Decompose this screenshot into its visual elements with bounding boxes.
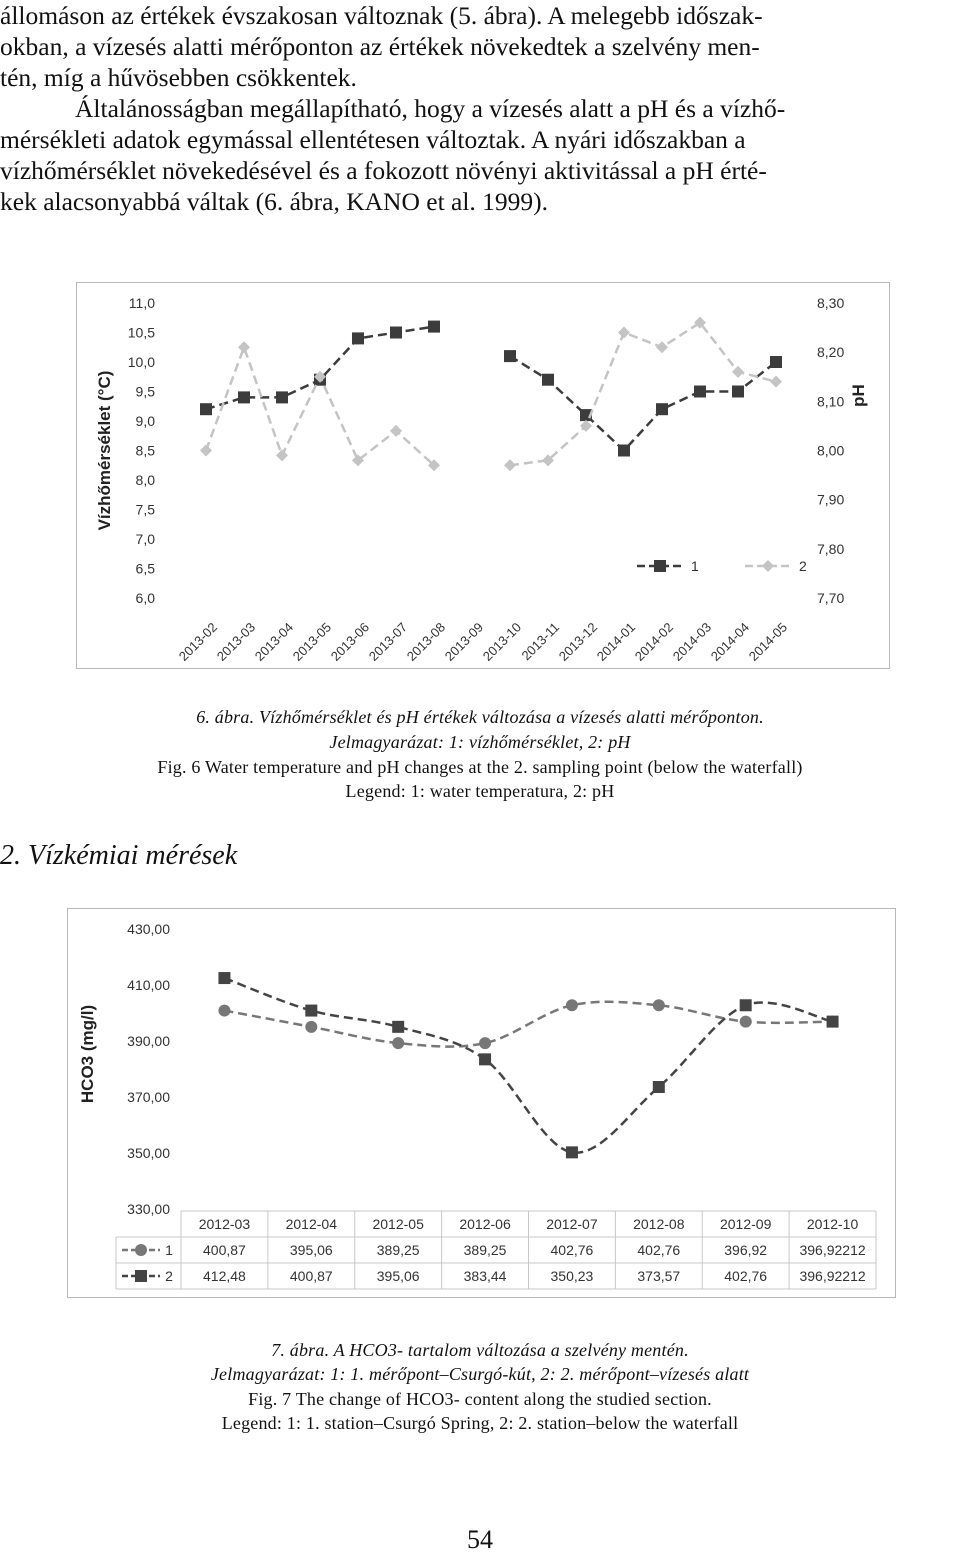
table-cell-value: 383,44: [463, 1268, 507, 1284]
y-tick-label: 8,5: [135, 442, 155, 459]
table-cell-value: 402,76: [724, 1268, 768, 1284]
x-tick-label: 2013-06: [327, 619, 373, 664]
figure-7-svg: [68, 909, 895, 1297]
y2-tick-label: 8,00: [817, 442, 845, 459]
figure-7-caption-en-1: Fig. 7 The change of HCO3- content along the studied section.: [248, 1389, 712, 1409]
x-tick-label: 2012-09: [719, 1216, 772, 1232]
y2-tick-label: 8,20: [817, 344, 845, 361]
intro-paragraph: [0, 0, 960, 217]
x-tick-label: 2012-05: [372, 1216, 424, 1232]
intro-line-2: okban, a vízesés alatti mérőponton az értékek növekedtek a szelvény men-: [0, 32, 760, 61]
intro-line-5: mérsékleti adatok egymással ellentétesen változtak. A nyári időszakban a: [0, 125, 746, 154]
figure-7-chart: [67, 908, 896, 1298]
x-tick-label: 2013-08: [403, 619, 449, 664]
y2-tick-label: 8,30: [817, 295, 845, 311]
table-cell-value: 389,25: [463, 1242, 507, 1258]
y-tick-label: 6,5: [135, 560, 155, 577]
figure-6-chart: [76, 282, 890, 669]
series-2-point: [305, 1005, 317, 1017]
figure-6-caption-hu-1: 6. ábra. Vízhőmérséklet és pH értékek változása a vízesés alatti mérőponton.: [196, 707, 764, 727]
y-tick-label: 7,5: [135, 501, 155, 518]
y-tick-label: 9,5: [135, 383, 155, 400]
x-tick-label: 2012-10: [806, 1216, 859, 1232]
x-tick-label: 2013-05: [289, 619, 335, 664]
legend-marker-2: [762, 560, 774, 572]
series-1-point: [504, 350, 516, 362]
y-tick-label: 8,0: [135, 472, 155, 488]
y-tick-label: 7,0: [135, 531, 155, 547]
table-cell-value: 395,06: [289, 1242, 333, 1258]
intro-line-6: vízhőmérséklet növekedésével és a fokozott növényi aktivitással a pH érté-: [0, 156, 767, 185]
figure-7-caption-hu-1: 7. ábra. A HCO3- tartalom változása a szelvény mentén.: [271, 1340, 689, 1360]
x-tick-label: 2013-04: [251, 619, 297, 664]
section-heading: 2. Vízkémiai mérések: [0, 840, 238, 871]
table-cell-value: 396,92: [724, 1242, 768, 1258]
y-tick-label: 330,00: [127, 1201, 170, 1217]
y-tick-label: 350,00: [127, 1145, 170, 1161]
table-cell-value: 402,76: [637, 1242, 681, 1258]
intro-line-3: tén, míg a hűvösebben csökkentek.: [0, 63, 357, 92]
intro-line-1: állomáson az értékek évszakosan változnak (5. ábra). A melegebb időszak-: [0, 1, 763, 30]
table-cell-value: 402,76: [550, 1242, 594, 1258]
series-2-point: [276, 449, 288, 461]
series-1-point: [276, 391, 288, 403]
series-2-point: [653, 1081, 665, 1093]
legend-marker-1: [135, 1244, 147, 1256]
series-1-point: [479, 1037, 491, 1049]
table-cell-value: 395,06: [376, 1268, 420, 1284]
series-1-point: [618, 445, 630, 457]
x-tick-label: 2013-03: [213, 619, 259, 664]
y-tick-label: 10,0: [127, 354, 155, 370]
y2-tick-label: 8,10: [817, 393, 845, 410]
page-number: 54: [467, 1525, 493, 1554]
table-cell-value: 396,92212: [799, 1242, 866, 1258]
x-tick-label: 2012-06: [459, 1216, 511, 1232]
series-1-point: [740, 1016, 752, 1028]
x-tick-label: 2014-01: [593, 619, 639, 664]
figure-6-caption-en-2: Legend: 1: water temperatura, 2: pH: [345, 781, 615, 801]
y-tick-label: 10,5: [127, 324, 155, 341]
series-1-point: [428, 321, 440, 333]
series-2-point: [200, 445, 212, 457]
intro-line-7: kek alacsonyabbá váltak (6. ábra, KANO et al. 1999).: [0, 187, 549, 216]
x-tick-label: 2013-02: [175, 619, 221, 664]
y-tick-label: 9,0: [135, 413, 155, 429]
intro-line-4: Általánosságban megállapítható, hogy a vízesés alatt a pH és a vízhő-: [75, 94, 786, 123]
x-tick-label: 2014-02: [631, 619, 677, 664]
x-tick-label: 2014-03: [669, 619, 715, 664]
legend-label-1: 1: [165, 1242, 173, 1258]
series-1-point: [694, 386, 706, 398]
series-1-point: [542, 374, 554, 386]
series-2-point: [238, 341, 250, 353]
series-2-point: [392, 1021, 404, 1033]
y2-axis-label: pH: [849, 384, 868, 407]
x-tick-label: 2012-04: [285, 1216, 338, 1232]
x-tick-label: 2014-05: [745, 619, 791, 664]
series-1-point: [218, 1005, 230, 1017]
series-2-point: [390, 425, 402, 437]
y2-tick-label: 7,80: [817, 540, 845, 557]
legend-marker-2: [135, 1270, 147, 1282]
y-axis-label: HCO3 (mg/l): [78, 1004, 97, 1104]
series-2-point: [504, 459, 516, 471]
x-tick-label: 2012-03: [198, 1216, 251, 1232]
series-1-point: [392, 1037, 404, 1049]
series-2-point: [656, 341, 668, 353]
legend-label-1: 1: [691, 558, 699, 574]
series-2-point: [618, 327, 630, 339]
series-1-point: [352, 332, 364, 344]
legend-label-2: 2: [165, 1268, 173, 1284]
series-1-point: [390, 327, 402, 339]
series-2-point: [732, 366, 744, 378]
table-cell-value: 400,87: [289, 1268, 333, 1284]
legend-label-2: 2: [799, 558, 807, 574]
table-cell-value: 412,48: [203, 1268, 246, 1284]
legend-marker-1: [654, 560, 666, 572]
figure-6-svg: [77, 283, 889, 668]
y-tick-label: 410,00: [127, 977, 170, 993]
series-2-point: [770, 376, 782, 388]
series-1-point: [566, 999, 578, 1011]
series-1-point: [732, 386, 744, 398]
figure-7-caption-en-2: Legend: 1: 1. station–Csurgó Spring, 2: 2. station–below the waterfall: [221, 1413, 739, 1433]
y2-tick-label: 7,70: [817, 590, 845, 606]
series-2-line: [206, 347, 434, 465]
series-1-point: [770, 356, 782, 368]
x-tick-label: 2013-12: [555, 619, 601, 664]
x-tick-label: 2013-09: [441, 619, 487, 664]
table-cell-value: 350,23: [550, 1268, 594, 1284]
x-tick-label: 2012-07: [546, 1216, 598, 1232]
series-1-point: [305, 1021, 317, 1033]
x-tick-label: 2013-07: [365, 619, 411, 664]
y-tick-label: 390,00: [127, 1033, 170, 1049]
series-2-point: [218, 972, 230, 984]
series-2-point: [566, 1146, 578, 1158]
series-1-point: [653, 999, 665, 1011]
series-1-point: [656, 403, 668, 415]
y-tick-label: 430,00: [127, 921, 170, 937]
figure-6-caption-en-1: Fig. 6 Water temperature and pH changes at the 2. sampling point (below the waterfall): [157, 757, 803, 777]
series-1-point: [238, 391, 250, 403]
series-2-point: [580, 420, 592, 432]
x-tick-label: 2013-11: [518, 619, 563, 664]
table-cell-value: 373,57: [637, 1268, 681, 1284]
y-tick-label: 6,0: [135, 590, 155, 606]
series-2-point: [479, 1053, 491, 1065]
y2-tick-label: 7,90: [817, 491, 845, 508]
y-tick-label: 370,00: [127, 1089, 170, 1105]
table-cell-value: 400,87: [203, 1242, 246, 1258]
x-tick-label: 2012-08: [633, 1216, 685, 1232]
x-tick-label: 2013-10: [479, 619, 525, 664]
x-tick-label: 2014-04: [707, 619, 753, 664]
series-1-point: [200, 403, 212, 415]
series-2-point: [740, 999, 752, 1011]
table-cell-value: 389,25: [376, 1242, 420, 1258]
y-axis-label: Vízhőmérséklet (°C): [95, 370, 114, 531]
series-2-point: [827, 1016, 839, 1028]
table-cell-value: 396,92212: [799, 1268, 866, 1284]
figure-6-caption-hu-2: Jelmagyarázat: 1: vízhőmérséklet, 2: pH: [329, 732, 631, 752]
y-tick-label: 11,0: [128, 295, 155, 311]
figure-7-caption-hu-2: Jelmagyarázat: 1: 1. mérőpont–Csurgó-kút, 2: 2. mérőpont–vízesés alatt: [210, 1364, 750, 1384]
